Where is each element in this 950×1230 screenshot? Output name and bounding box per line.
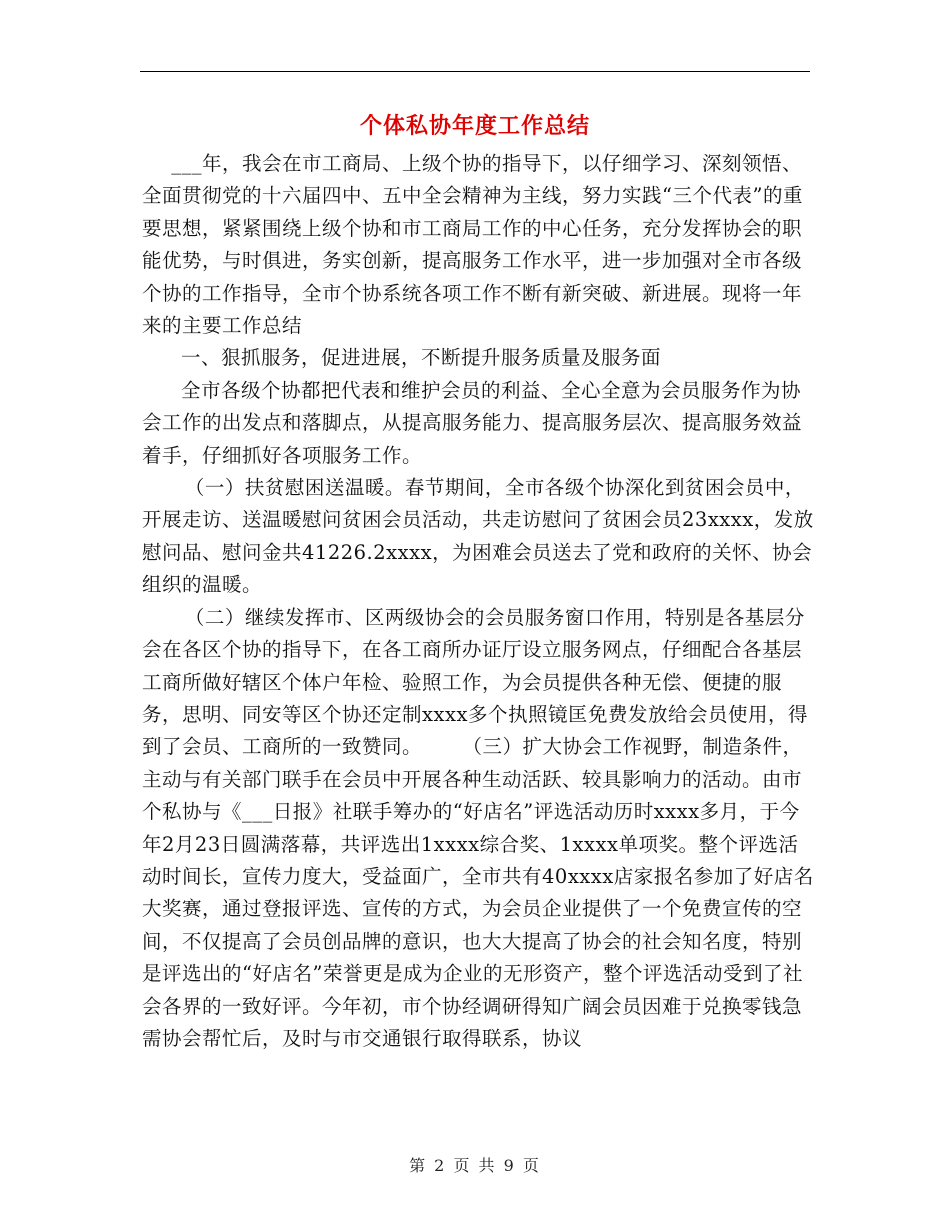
- paragraph-intro: ___年，我会在市工商局、上级个协的指导下，以仔细学习、深刻领悟、全面贯彻党的十六届四中、五中全会精神为主线，努力实践“三个代表”的重要思想，紧紧围绕上级个协和市工商局工作的中心任务，充分发挥协会的职能优势，与时俱进，务实创新，提高服务工作水平，进一步加强对全市各级个协的工作指导，全市个协系统各项工作不断有新突破、新进展。现将一年来的主要工作总结: [142, 152, 803, 338]
- paragraph-item-2-3: （二）继续发挥市、区两级协会的会员服务窗口作用，特别是各基层分会在各区个协的指导下，在各工商所办证厅设立服务网点，仔细配合各基层工商所做好辖区个体户年检、验照工作，为会员提供各种无偿、便捷的服务，思明、同安等区个协还定制xxxx多个执照镜匡免费发放给会员使用，得到了会员、工商所的一致赞同。 （三）扩大协会工作视野，制造条件，主动与有关部门联手在会员中开展各种生动活跃、较具影响力的活动。由市个私协与《___日报》社联手筹办的“好店名”评选活动历时xxxx多月，于今年2月23日圆满落幕，共评选出1xxxx综合奖、1xxxx单项奖。整个评选活动时间长，宣传力度大，受益面广，全市共有40xxxx店家报名参加了好店名大奖赛，通过登报评选、宣传的方式，为会员企业提供了一个免费宣传的空间，不仅提高了会员创品牌的意识，也大大提高了协会的社会知名度，特别是评选出的“好店名”荣誉更是成为企业的无形资产，整个评选活动受到了社会各界的一致好评。今年初，市个协经调研得知广阔会员因难于兑换零钱急需协会帮忙后，及时与市交通银行取得联系，协议: [142, 605, 814, 1050]
- document-title: 个体私协年度工作总结: [359, 113, 590, 139]
- document-body: [142, 148, 814, 1055]
- paragraph-item-1: （一）扶贫慰困送温暖。春节期间，全市各级个协深化到贫困会员中，开展走访、送温暖慰问贫困会员活动，共走访慰问了贫困会员23xxxx，发放慰问品、慰问金共41226.2xxxx，为困难会员送去了党和政府的关怀、协会组织的温暖。: [142, 476, 814, 597]
- page-footer: 第 2 页 共 9 页: [409, 1156, 541, 1175]
- header-rule: [140, 71, 810, 72]
- section-heading-1: 一、狠抓服务，促进进展，不断提升服务质量及服务面: [181, 346, 662, 370]
- paragraph-section-1-summary: 全市各级个协都把代表和维护会员的利益、全心全意为会员服务作为协会工作的出发点和落脚点，从提高服务能力、提高服务层次、提高服务效益着手，仔细抓好各项服务工作。: [142, 378, 803, 467]
